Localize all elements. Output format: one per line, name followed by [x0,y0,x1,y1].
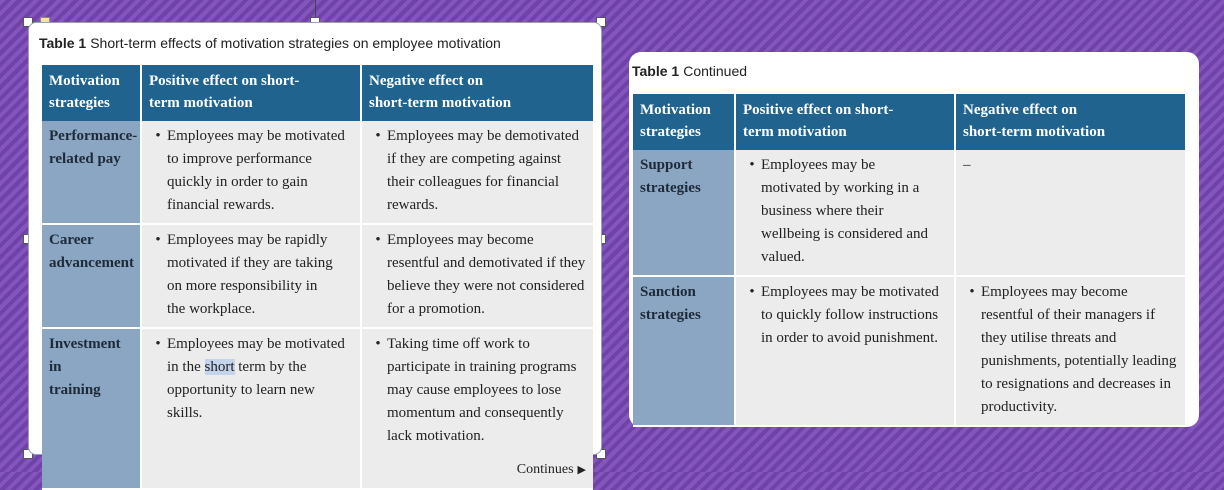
bullet-icon: • [155,232,161,248]
table-caption-label: Table 1 [39,35,87,51]
positive-cell [735,276,955,426]
table-image-selected[interactable] [28,22,602,477]
header-strategies: Motivation strategies [42,65,141,121]
triangle-right-icon: ▶ [577,464,586,476]
negative-text: Employees may become resentful and demotivated if they believe they were not considered for a promotion. [387,232,586,317]
negative-text: Employees may be demotivated if they are competing against their colleagues for financial rewards. [387,128,580,213]
continues-note [369,458,586,482]
motivation-table-continued [633,94,1185,427]
header-strategies: Motivation strategies [633,94,735,150]
bullet-icon: • [155,336,161,352]
negative-cell [361,328,593,489]
table-caption-title: Short-term effects of motivation strategies on employee motivation [90,35,501,51]
table-row [42,121,593,224]
table-caption-title: Continued [683,63,748,79]
table-caption-label: Table 1 [632,63,680,79]
negative-cell: – [955,150,1185,276]
positive-text [167,333,353,425]
bullet-icon: • [749,157,755,173]
table-row [42,224,593,328]
positive-text: Employees may be rapidly motivated if they are taking on more responsibility in the workplace. [167,232,333,317]
selected-text-highlight[interactable]: short [204,359,235,375]
continues-label: Continues [516,462,574,477]
table-row [633,276,1185,426]
table-header-row [633,94,1185,150]
positive-cell [735,150,955,276]
bullet-icon: • [749,284,755,300]
header-positive: Positive effect on short-term motivation [141,65,361,121]
row-strategy: Support strategies [633,150,735,276]
bullet-icon: • [155,128,161,144]
negative-text: Taking time off work to participate in training programs may cause employees to lose momentum and consequently lack motivation. [387,336,577,444]
negative-cell [955,276,1185,426]
table-row [42,328,593,489]
rotation-handle-line [315,0,316,17]
row-strategy: Performance-related pay [42,121,141,224]
row-strategy: Career advancement [42,224,141,328]
bullet-icon: • [375,232,381,248]
positive-text: Employees may be motivated to improve performance quickly in order to gain financial rewards. [167,128,345,213]
positive-text: Employees may be motivated by working in a business where their wellbeing is considered and valued. [761,157,929,265]
bullet-icon: • [375,336,381,352]
table-caption [39,35,501,51]
row-strategy: Investment in training [42,328,141,489]
negative-text: Employees may become resentful of their managers if they utilise threats and punishments, potentially leading to resignations and decreases in productivity. [981,284,1177,415]
bullet-icon: • [375,128,381,144]
table-header-row [42,65,593,121]
table-continued-card [629,52,1199,427]
header-negative: Negative effect on short-term motivation [955,94,1185,150]
positive-cell [141,224,361,328]
table-caption [632,63,747,79]
row-strategy: Sanction strategies [633,276,735,426]
positive-text: Employees may be motivated to quickly follow instructions in order to avoid punishment. [761,284,939,346]
bullet-icon: • [969,284,975,300]
header-positive: Positive effect on short-term motivation [735,94,955,150]
negative-cell [361,224,593,328]
negative-cell [361,121,593,224]
table-row [633,150,1185,276]
positive-cell [141,328,361,489]
motivation-table [42,65,593,490]
positive-text-start: Employees may be motivated in the [167,336,345,375]
header-negative: Negative effect on short-term motivation [361,65,593,121]
positive-cell [141,121,361,224]
positive-text-end: term by the opportunity to learn new skills. [167,359,315,421]
